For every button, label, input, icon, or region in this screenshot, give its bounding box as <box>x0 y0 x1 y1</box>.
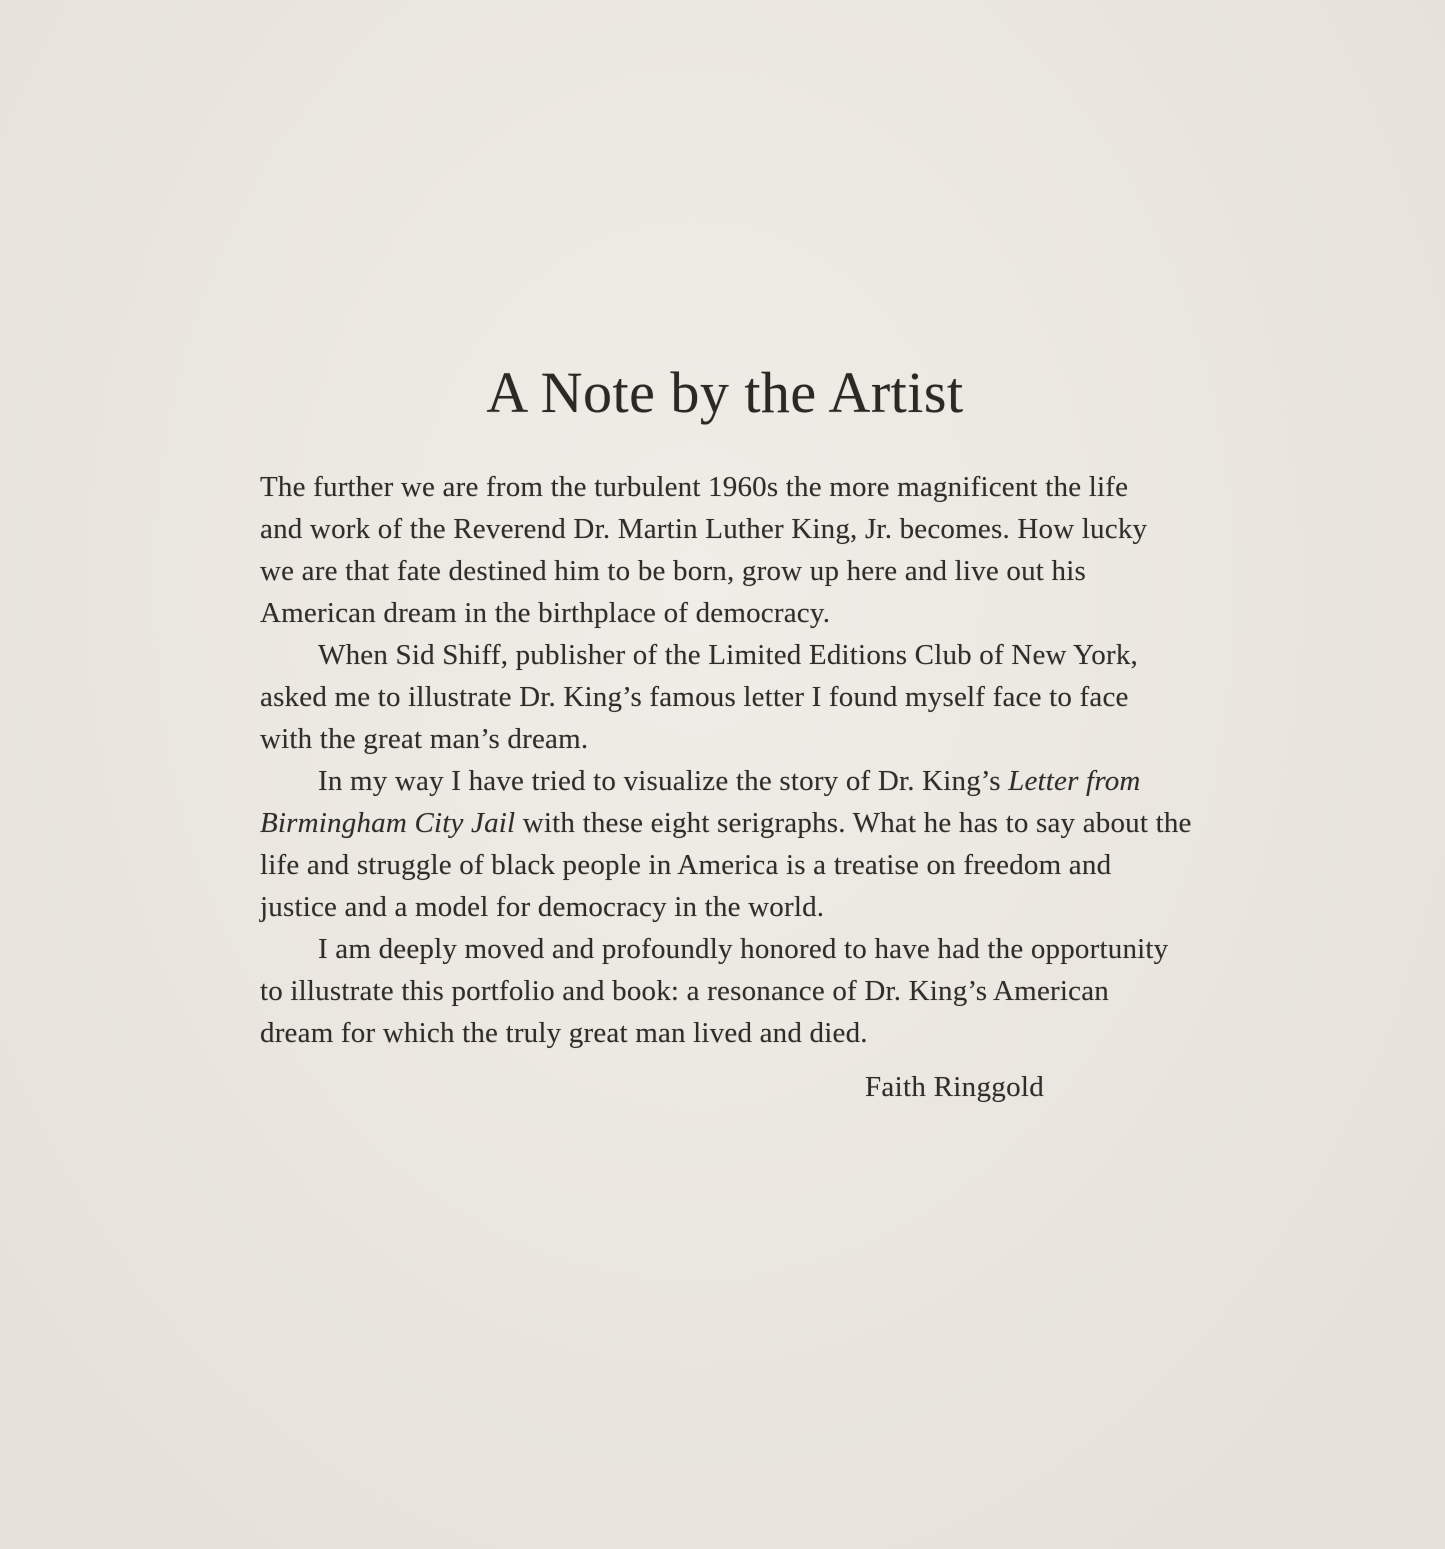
page-title: A Note by the Artist <box>486 360 964 425</box>
text-segment: When Sid Shiff, publisher of the Limited Editions Club of New York, <box>318 639 1138 671</box>
text-line <box>260 886 1220 928</box>
text-segment: The further we are from the turbulent 1960s the more magnificent the life <box>260 471 1129 503</box>
text-line <box>260 466 1220 508</box>
text-line <box>260 1012 1220 1054</box>
text-line <box>260 508 1220 550</box>
text-line <box>260 634 1220 676</box>
text-segment: we are that fate destined him to be born, grow up here and live out his <box>260 555 1086 587</box>
text-segment: asked me to illustrate Dr. King’s famous letter I found myself face to face <box>260 681 1129 713</box>
italic-text-segment: Letter from <box>1008 765 1141 797</box>
text-segment: with these eight serigraphs. What he has to say about the <box>515 807 1192 839</box>
italic-text-segment: Birmingham City Jail <box>260 807 516 839</box>
text-line <box>260 676 1220 718</box>
signature: Faith Ringgold <box>865 1071 1045 1103</box>
text-line <box>260 844 1220 886</box>
text-line <box>260 928 1220 970</box>
text-segment: American dream in the birthplace of democracy. <box>260 597 831 629</box>
text-segment: justice and a model for democracy in the world. <box>260 891 825 923</box>
text-segment: I am deeply moved and profoundly honored to have had the opportunity <box>318 933 1169 965</box>
text-line <box>260 550 1220 592</box>
text-line <box>260 592 1220 634</box>
text-segment: dream for which the truly great man lived and died. <box>260 1017 868 1049</box>
text-segment: In my way I have tried to visualize the story of Dr. King’s <box>318 765 1009 797</box>
text-segment: to illustrate this portfolio and book: a resonance of Dr. King’s American <box>260 975 1109 1007</box>
text-line <box>260 970 1220 1012</box>
text-segment: life and struggle of black people in America is a treatise on freedom and <box>260 849 1112 881</box>
text-line <box>260 760 1220 802</box>
note-body <box>260 466 1220 1054</box>
text-segment: with the great man’s dream. <box>260 723 589 755</box>
text-segment: and work of the Reverend Dr. Martin Luther King, Jr. becomes. How lucky <box>260 513 1148 545</box>
text-line <box>260 802 1220 844</box>
text-line <box>260 718 1220 760</box>
